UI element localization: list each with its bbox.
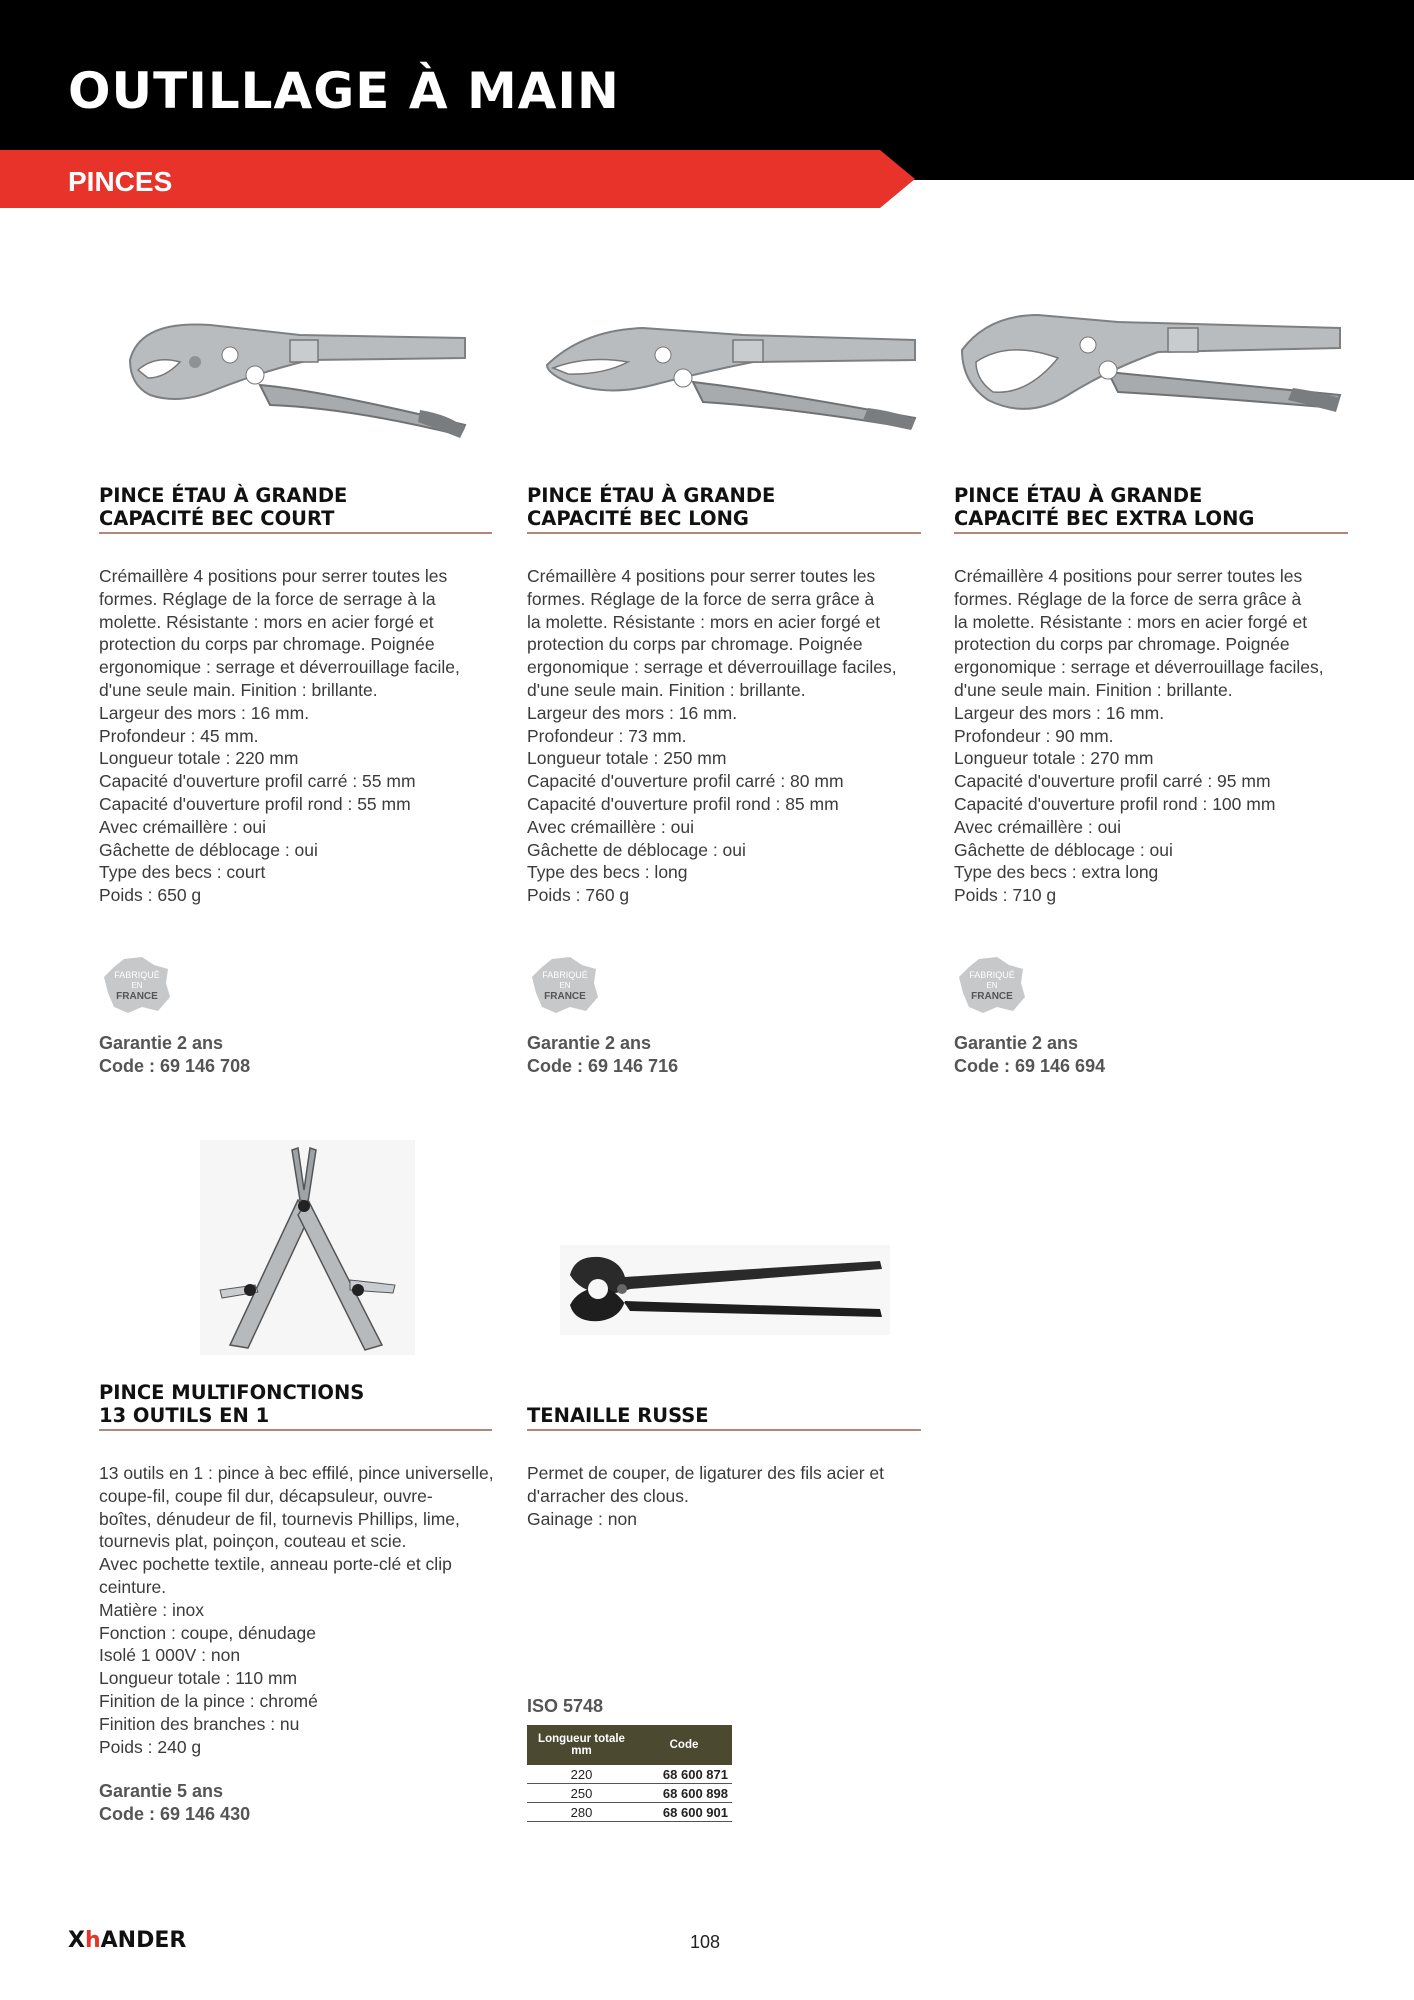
column-header-code: Code bbox=[636, 1725, 732, 1765]
code-cell: 68 600 898 bbox=[636, 1784, 732, 1803]
page-title: OUTILLAGE À MAIN bbox=[68, 62, 620, 120]
brand-logo: XhANDER bbox=[68, 1928, 187, 1953]
iso-standard-title: ISO 5748 bbox=[527, 1696, 604, 1716]
title-rule bbox=[99, 532, 492, 534]
title-rule bbox=[527, 1429, 921, 1431]
product-title: PINCE ÉTAU À GRANDE CAPACITÉ BEC LONG bbox=[527, 484, 776, 530]
svg-text:FRANCE: FRANCE bbox=[544, 991, 586, 1002]
length-cell: 250 bbox=[527, 1784, 636, 1803]
made-in-france-badge-icon bbox=[102, 955, 172, 1015]
svg-text:FABRIQUÉ: FABRIQUÉ bbox=[969, 970, 1015, 980]
multitool-image bbox=[200, 1140, 415, 1355]
product-title: PINCE MULTIFONCTIONS 13 OUTILS EN 1 bbox=[99, 1381, 365, 1427]
product-title: TENAILLE RUSSE bbox=[527, 1404, 709, 1427]
locking-pliers-long-image bbox=[543, 310, 918, 430]
page-number: 108 bbox=[690, 1932, 721, 1952]
title-rule bbox=[527, 532, 921, 534]
product-title: PINCE ÉTAU À GRANDE CAPACITÉ BEC EXTRA LONG bbox=[954, 484, 1255, 530]
title-rule bbox=[99, 1429, 492, 1431]
svg-text:FRANCE: FRANCE bbox=[116, 991, 158, 1002]
product-description: Crémaillère 4 positions pour serrer toutes les formes. Réglage de la force de serra grâce à la molette. Résistante : mors en acier forgé et protection du corps par chromage. Poignée ergonomique : serrage et déverrouillage faciles, d'une seule main. Finition : brillante. Largeur des mors : 16 mm. Profondeur : 90 mm. Longueur totale : 270 mm Capacité d'ouverture profil carré : 95 mm Capacité d'ouverture profil rond : 100 mm Avec crémaillère : oui Gâchette de déblocage : oui Type des becs : extra long Poids : 710 g bbox=[954, 566, 1324, 906]
table-row bbox=[527, 1765, 732, 1784]
table-header-row bbox=[527, 1725, 732, 1765]
locking-pliers-extra-long-image bbox=[958, 300, 1343, 430]
product-description: Crémaillère 4 positions pour serrer toutes les formes. Réglage de la force de serra grâce à la molette. Résistante : mors en acier forgé et protection du corps par chromage. Poignée ergonomique : serrage et déverrouillage faciles, d'une seule main. Finition : brillante. Largeur des mors : 16 mm. Profondeur : 73 mm. Longueur totale : 250 mm Capacité d'ouverture profil carré : 80 mm Capacité d'ouverture profil rond : 85 mm Avec crémaillère : oui Gâchette de déblocage : oui Type des becs : long Poids : 760 g bbox=[527, 566, 897, 906]
product-description: Permet de couper, de ligaturer des fils acier et d'arracher des clous. Gainage : non bbox=[527, 1463, 884, 1529]
svg-text:EN: EN bbox=[559, 981, 571, 990]
warranty-info: Garantie 5 ans Code : 69 146 430 bbox=[99, 1781, 251, 1824]
title-rule bbox=[954, 532, 1348, 534]
code-cell: 68 600 901 bbox=[636, 1803, 732, 1822]
locking-pliers-short-image bbox=[120, 300, 470, 440]
warranty-info: Garantie 2 ans Code : 69 146 716 bbox=[527, 1033, 679, 1076]
made-in-france-badge-icon bbox=[530, 955, 600, 1015]
column-header-length: Longueur totale mm bbox=[527, 1725, 636, 1765]
table-row bbox=[527, 1784, 732, 1803]
section-title: PINCES bbox=[68, 166, 173, 197]
svg-text:EN: EN bbox=[131, 981, 143, 990]
svg-text:FRANCE: FRANCE bbox=[971, 991, 1013, 1002]
iso-reference-table bbox=[527, 1725, 732, 1822]
tower-pincers-image bbox=[560, 1245, 890, 1335]
svg-text:FABRIQUÉ: FABRIQUÉ bbox=[114, 970, 160, 980]
warranty-info: Garantie 2 ans Code : 69 146 708 bbox=[99, 1033, 251, 1076]
svg-text:EN: EN bbox=[986, 981, 998, 990]
length-cell: 280 bbox=[527, 1803, 636, 1822]
made-in-france-badge-icon bbox=[957, 955, 1027, 1015]
product-description: Crémaillère 4 positions pour serrer toutes les formes. Réglage de la force de serrage à la molette. Résistante : mors en acier forgé et protection du corps par chromage. Poignée ergonomique : serrage et déverrouillage facile, d'une seule main. Finition : brillante. Largeur des mors : 16 mm. Profondeur : 45 mm. Longueur totale : 220 mm Capacité d'ouverture profil carré : 55 mm Capacité d'ouverture profil rond : 55 mm Avec crémaillère : oui Gâchette de déblocage : oui Type des becs : court Poids : 650 g bbox=[99, 566, 460, 906]
product-title: PINCE ÉTAU À GRANDE CAPACITÉ BEC COURT bbox=[99, 484, 348, 530]
svg-text:FABRIQUÉ: FABRIQUÉ bbox=[542, 970, 588, 980]
table-row bbox=[527, 1803, 732, 1822]
product-description: 13 outils en 1 : pince à bec effilé, pince universelle, coupe-fil, coupe fil dur, décapsuleur, ouvre- boîtes, dénudeur de fil, tournevis Phillips, lime, tournevis plat, poinçon, couteau et scie. Avec pochette textile, anneau porte-clé et clip ceinture. Matière : inox Fonction : coupe, dénudage Isolé 1 000V : non Longueur totale : 110 mm Finition de la pince : chromé Finition des branches : nu Poids : 240 g bbox=[99, 1463, 494, 1757]
length-cell: 220 bbox=[527, 1765, 636, 1784]
warranty-info: Garantie 2 ans Code : 69 146 694 bbox=[954, 1033, 1106, 1076]
code-cell: 68 600 871 bbox=[636, 1765, 732, 1784]
